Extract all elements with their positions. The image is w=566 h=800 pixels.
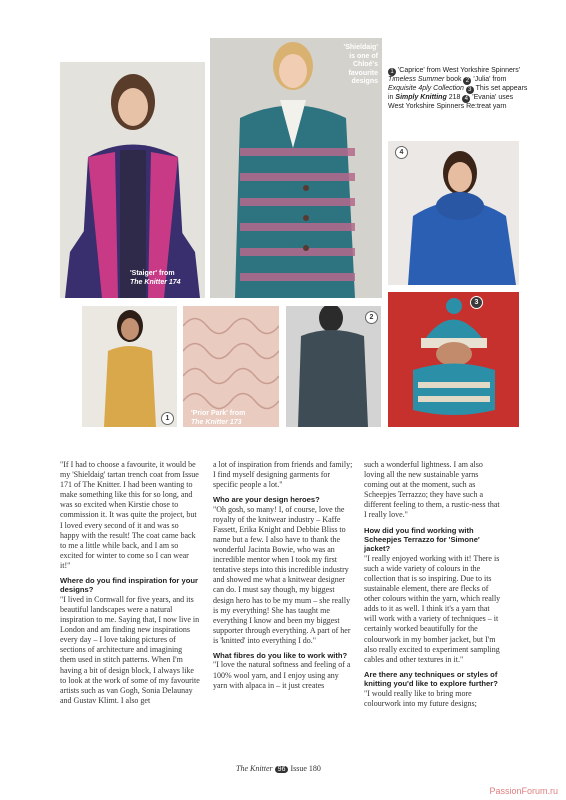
- julia-illustration: [286, 306, 381, 427]
- prior-park-illustration: [183, 306, 279, 427]
- staiger-caption-line2: The Knitter 174: [130, 278, 181, 286]
- paragraph: a lot of inspiration from friends and family; I find myself designing garments for specific people a lot.": [213, 460, 353, 490]
- staiger-illustration: [60, 62, 205, 298]
- paragraph: "I really enjoyed working with it! There is such a wide variety of colours in the collection that is so inspiring. Due to its sustainable element, there are flecks of other colours within the yarn, which really adds to it as well. I think it's a yarn that will work with a variety of techniques – it certainly worked beautifully for the colourwork in my bomber jacket, but I'm also really excited to experiment sampling cables and other textures in it.": [364, 553, 501, 664]
- key-number-3: 3: [466, 86, 474, 94]
- key-number-2: 2: [463, 77, 471, 85]
- photo-evania: [388, 141, 519, 285]
- key-title-2: Exquisite 4ply Collection: [388, 85, 464, 92]
- photo-staiger: [60, 62, 205, 298]
- article-column-2: [213, 460, 353, 696]
- photo-simply-knitting-set: [388, 292, 519, 427]
- caprice-illustration: [82, 306, 177, 427]
- question-heading: Where do you find inspiration for your designs?: [60, 576, 198, 595]
- evania-illustration: [388, 141, 519, 285]
- key-number-1: 1: [388, 68, 396, 76]
- key-number-4: 4: [462, 95, 470, 103]
- page-footer: [236, 764, 321, 773]
- paragraph: "I lived in Cornwall for five years, and its beautiful landscapes were a natural inspiration to me. Saying that, I now live in London and am finding new inspirations every day – I love taking pictures of sections of architecture and imagining them used in stitch patterns. When I'm having a bit of design block, I always like to look at the work of some of my favourite artists such as van Gogh, Sonia Delaunay and Gustav Klimt. I also get: [60, 594, 200, 705]
- key-text-3b: 218: [448, 94, 461, 101]
- key-text-1: 'Caprice' from West Yorkshire Spinners': [397, 67, 521, 74]
- key-text-4: 'Evania' uses West Yorkshire Spinners Re:treat yarn: [388, 94, 514, 110]
- key-text-1b: book: [446, 76, 462, 83]
- photo-shieldaig: [210, 38, 382, 298]
- photo-key-caption: [388, 67, 528, 112]
- paragraph: "If I had to choose a favourite, it would be my 'Shieldaig' tartan trench coat from Issue 171 of The Knitter. I had been wanting to make something like this for so long, and was so excited when Kirstie chose to commission it. It was quite the project, but I loved every second of it and was so happy with the result! The coat came back to me a little while back, and I am so excited for winter to come so I can wear it!": [60, 460, 199, 570]
- key-title-1: Timeless Summer: [388, 76, 445, 83]
- paragraph: "Oh gosh, so many! I, of course, love the royalty of the knitwear industry – Kaffe Fassett, Erika Knight and Debbie Bliss to name but a few. I also have to thank the wonderful Jacinta Bowie, who was an incredible mentor when I took my first tentative steps into this incredible industry and showed me what a knitwear designer can do. I must say though, my biggest design hero has to be my mum – she really is my everything! She has taught me everything I know and been my biggest supporter through everything. A part of her is 'knitted' into everything I do.": [213, 504, 351, 645]
- badge-1: 1: [161, 412, 174, 425]
- article-column-3: [364, 460, 504, 714]
- paragraph: such a wonderful lightness. I am also loving all the new sustainable yarns coming out at the moment, such as Scheepjes Terrazzo; they have such a different feeling to them, a rustic-ness that I really love.": [364, 460, 500, 520]
- staiger-caption: [130, 270, 181, 287]
- footer-magazine-name: The Knitter: [236, 764, 273, 773]
- footer-page-number: 96: [275, 766, 289, 773]
- paragraph: "I love the natural softness and feeling of a 100% wool yarn, and I enjoy using any yarn with alpaca in – it just creates: [213, 660, 351, 690]
- prior-park-caption-line1: 'Prior Park' from: [191, 410, 246, 417]
- photo-prior-park: [183, 306, 279, 427]
- question-heading: Who are your design heroes?: [213, 495, 320, 505]
- key-text-3: This set appears in: [388, 85, 528, 101]
- article-column-1: [60, 460, 200, 711]
- hat-cowl-illustration: [388, 292, 519, 427]
- shieldaig-caption: 'Shieldaig' is one of Chloé's favourite designs: [343, 44, 378, 85]
- key-title-3: Simply Knitting: [395, 94, 447, 101]
- question-heading: Are there any techniques or styles of knitting you'd like to explore further?: [364, 669, 498, 689]
- badge-4: 4: [395, 146, 408, 159]
- prior-park-caption-line2: The Knitter 173: [191, 418, 242, 426]
- photo-julia: [286, 306, 381, 427]
- staiger-caption-line1: 'Staiger' from: [130, 270, 175, 277]
- key-text-2: 'Julia' from: [473, 76, 507, 83]
- question-heading: How did you find working with Scheepjes Terrazzo for 'Simone' jacket?: [364, 525, 480, 554]
- footer-issue: Issue 180: [290, 764, 321, 773]
- prior-park-caption: [191, 410, 245, 427]
- badge-3: 3: [470, 296, 483, 309]
- watermark: PassionForum.ru: [489, 786, 558, 796]
- paragraph: "I would really like to bring more colourwork into my future designs;: [364, 688, 477, 708]
- question-heading: What fibres do you like to work with?: [213, 651, 348, 660]
- badge-2: 2: [365, 311, 378, 324]
- photo-caprice: [82, 306, 177, 427]
